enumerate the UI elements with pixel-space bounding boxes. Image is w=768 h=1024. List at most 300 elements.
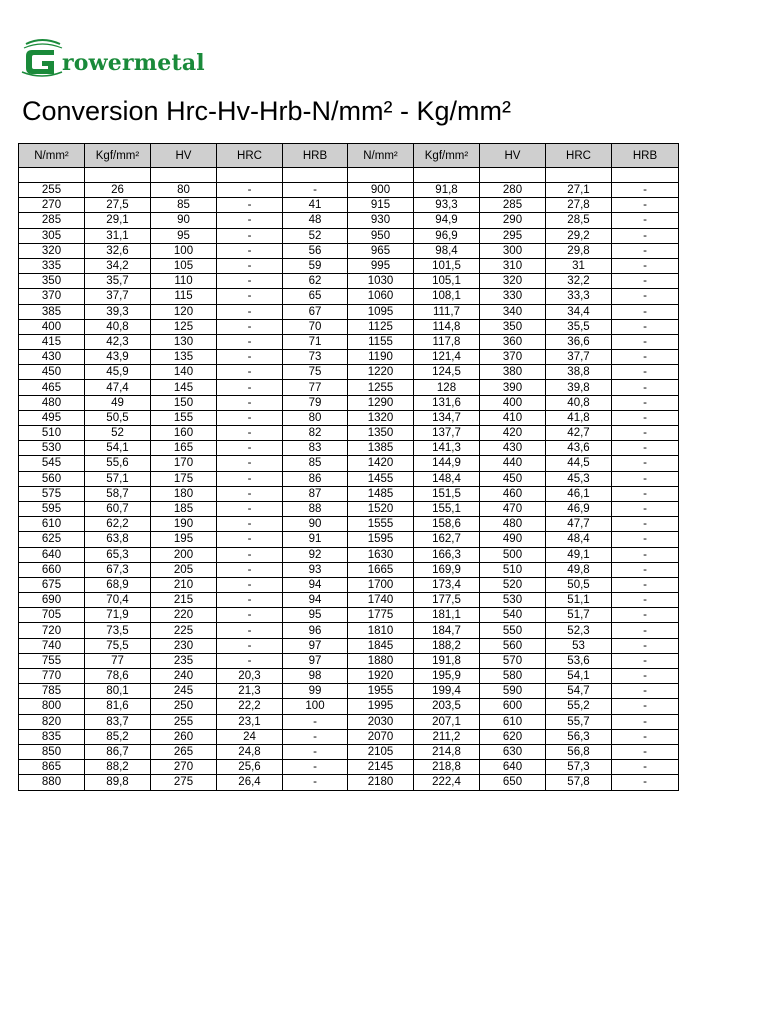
table-cell: 1290 [348,395,414,410]
table-cell: 1665 [348,562,414,577]
table-cell: 97 [283,638,348,653]
table-cell: 915 [348,198,414,213]
table-cell: - [612,243,679,258]
table-cell: 820 [19,714,85,729]
table-cell: 151,5 [414,486,480,501]
table-row [19,486,679,501]
column-header: HV [480,144,546,168]
table-cell: 37,7 [546,350,612,365]
table-cell: 270 [151,760,217,775]
table-cell: 39,3 [85,304,151,319]
table-cell: 55,6 [85,456,151,471]
table-cell: 57,3 [546,760,612,775]
table-cell: 1700 [348,577,414,592]
table-cell: 70 [283,319,348,334]
table-cell: 2145 [348,760,414,775]
table-cell: 199,4 [414,684,480,699]
table-cell: 335 [19,258,85,273]
table-cell: - [217,274,283,289]
table-cell: 41 [283,198,348,213]
table-cell: 260 [151,729,217,744]
table-cell: 595 [19,501,85,516]
table-cell: 2105 [348,744,414,759]
table-cell: - [217,365,283,380]
table-cell: 660 [19,562,85,577]
table-cell: 495 [19,410,85,425]
table-cell: 50,5 [85,410,151,425]
table-cell: 28,5 [546,213,612,228]
table-cell: - [217,623,283,638]
table-cell: 50,5 [546,577,612,592]
table-cell: 173,4 [414,577,480,592]
table-cell: 600 [480,699,546,714]
table-row [19,274,679,289]
table-cell: 218,8 [414,760,480,775]
table-cell: - [217,471,283,486]
table-cell: 89,8 [85,775,151,790]
table-cell: 125 [151,319,217,334]
table-cell: 148,4 [414,471,480,486]
table-cell: - [612,228,679,243]
table-cell: 690 [19,593,85,608]
table-cell: 94 [283,593,348,608]
table-cell: 755 [19,653,85,668]
table-cell: 1845 [348,638,414,653]
table-cell: 190 [151,517,217,532]
table-cell: 27,5 [85,198,151,213]
table-cell: 800 [19,699,85,714]
logo-g-icon [20,36,64,80]
table-cell: 1740 [348,593,414,608]
table-cell: 98 [283,669,348,684]
table-cell: 1125 [348,319,414,334]
table-cell: 39,8 [546,380,612,395]
table-cell: 82 [283,426,348,441]
table-cell: - [612,258,679,273]
table-cell: 580 [480,669,546,684]
table-cell: 54,1 [85,441,151,456]
table-cell: 1220 [348,365,414,380]
table-cell: - [283,183,348,198]
table-cell: 105,1 [414,274,480,289]
table-cell: 100 [283,699,348,714]
table-cell: 108,1 [414,289,480,304]
table-cell: 67,3 [85,562,151,577]
table-cell: - [612,593,679,608]
table-cell: 1555 [348,517,414,532]
table-cell: 305 [19,228,85,243]
table-cell: - [217,319,283,334]
table-row [19,426,679,441]
table-cell: 40,8 [85,319,151,334]
table-cell: - [217,243,283,258]
table-cell: 73 [283,350,348,365]
table-cell: 80 [283,410,348,425]
table-cell: 86 [283,471,348,486]
table-cell: - [217,608,283,623]
table-cell: 49,8 [546,562,612,577]
table-cell: 400 [480,395,546,410]
table-cell: 185 [151,501,217,516]
table-cell: 235 [151,653,217,668]
table-row [19,547,679,562]
table-cell: 44,5 [546,456,612,471]
table-cell: 1810 [348,623,414,638]
table-cell: 75,5 [85,638,151,653]
table-cell: 45,3 [546,471,612,486]
table-cell: 169,9 [414,562,480,577]
table-cell: - [217,593,283,608]
table-cell: 63,8 [85,532,151,547]
table-cell: 51,1 [546,593,612,608]
table-row [19,501,679,516]
table-cell: 835 [19,729,85,744]
table-cell: 77 [283,380,348,395]
table-cell: 630 [480,744,546,759]
table-cell: 121,4 [414,350,480,365]
page-title: Conversion Hrc-Hv-Hrb-N/mm² - Kg/mm² [22,96,512,126]
table-cell: 560 [19,471,85,486]
table-cell: - [217,501,283,516]
table-row [19,562,679,577]
table-cell: 220 [151,608,217,623]
table-cell: 68,9 [85,577,151,592]
table-cell: 25,6 [217,760,283,775]
table-cell: 995 [348,258,414,273]
table-cell: 530 [480,593,546,608]
table-row [19,744,679,759]
table-cell: 88,2 [85,760,151,775]
table-cell: 1155 [348,334,414,349]
table-cell: 640 [480,760,546,775]
table-cell: - [612,714,679,729]
table-cell: 1485 [348,486,414,501]
table-cell: 83,7 [85,714,151,729]
table-cell: 90 [283,517,348,532]
table-cell: 625 [19,532,85,547]
table-cell: 460 [480,486,546,501]
table-row [19,380,679,395]
table-cell: 46,9 [546,501,612,516]
table-cell: 105 [151,258,217,273]
table-cell: - [612,426,679,441]
table-cell: 590 [480,684,546,699]
table-row [19,577,679,592]
table-cell: - [283,744,348,759]
table-cell: 170 [151,456,217,471]
table-cell: 24 [217,729,283,744]
table-cell: 115 [151,289,217,304]
table-cell: 470 [480,501,546,516]
table-cell: - [217,486,283,501]
table-cell: 510 [19,426,85,441]
table-row [19,653,679,668]
table-cell: 195 [151,532,217,547]
table-cell: 195,9 [414,669,480,684]
table-cell: 465 [19,380,85,395]
table-cell: 90 [151,213,217,228]
table-cell: 58,7 [85,486,151,501]
table-cell: 77 [85,653,151,668]
column-header: HRC [217,144,283,168]
table-cell: 880 [19,775,85,790]
column-header: HRB [283,144,348,168]
table-cell: - [217,213,283,228]
table-row [19,669,679,684]
table-cell: - [217,410,283,425]
table-cell: 360 [480,334,546,349]
table-cell: 215 [151,593,217,608]
table-cell: - [217,517,283,532]
table-cell: - [612,744,679,759]
table-cell: 33,3 [546,289,612,304]
table-cell: 120 [151,304,217,319]
table-cell: 390 [480,380,546,395]
table-row [19,258,679,273]
table-cell: 41,8 [546,410,612,425]
table-cell: 98,4 [414,243,480,258]
table-cell: - [612,775,679,790]
table-row [19,198,679,213]
table-row [19,289,679,304]
table-cell: 225 [151,623,217,638]
table-cell: 111,7 [414,304,480,319]
table-cell: 1420 [348,456,414,471]
table-cell: 62 [283,274,348,289]
table-cell: 1520 [348,501,414,516]
table-row [19,243,679,258]
table-cell: 93,3 [414,198,480,213]
table-cell: 1995 [348,699,414,714]
table-row [19,334,679,349]
table-row [19,775,679,790]
table-cell: 83 [283,441,348,456]
table-cell: 545 [19,456,85,471]
table-cell: 26 [85,183,151,198]
table-cell: 56 [283,243,348,258]
table-row [19,638,679,653]
table-cell: 75 [283,365,348,380]
table-cell: 385 [19,304,85,319]
column-header: Kgf/mm² [414,144,480,168]
table-cell: 21,3 [217,684,283,699]
table-cell: - [217,380,283,395]
table-cell: 560 [480,638,546,653]
table-cell: 96 [283,623,348,638]
table-cell: 181,1 [414,608,480,623]
table-cell: 56,8 [546,744,612,759]
table-cell: - [217,334,283,349]
table-cell: 128 [414,380,480,395]
table-cell: 965 [348,243,414,258]
table-cell: 1385 [348,441,414,456]
table-cell: - [217,441,283,456]
table-cell: 265 [151,744,217,759]
table-cell: - [612,304,679,319]
table-cell: 230 [151,638,217,653]
table-cell: 34,2 [85,258,151,273]
table-cell: 350 [19,274,85,289]
table-cell: 480 [19,395,85,410]
table-cell: 1630 [348,547,414,562]
table-cell: 42,7 [546,426,612,441]
table-cell: 160 [151,426,217,441]
table-cell: 610 [480,714,546,729]
table-cell: 350 [480,319,546,334]
table-cell: 38,8 [546,365,612,380]
table-cell: 131,6 [414,395,480,410]
table-cell: 47,4 [85,380,151,395]
table-cell: - [612,213,679,228]
table-row [19,304,679,319]
table-cell: - [283,760,348,775]
table-cell: 94,9 [414,213,480,228]
table-cell: 55,7 [546,714,612,729]
table-cell: 110 [151,274,217,289]
table-cell: 56,3 [546,729,612,744]
table-cell: 1880 [348,653,414,668]
table-cell: - [612,760,679,775]
table-cell: 320 [19,243,85,258]
table-cell: - [612,684,679,699]
table-cell: - [612,501,679,516]
table-cell: 184,7 [414,623,480,638]
table-cell: 130 [151,334,217,349]
table-cell: 1350 [348,426,414,441]
table-cell: 99 [283,684,348,699]
table-cell: 415 [19,334,85,349]
table-cell: - [612,456,679,471]
table-cell: 78,6 [85,669,151,684]
table-cell: 35,5 [546,319,612,334]
table-row [19,456,679,471]
logo-wordmark: rowermetal [62,50,205,76]
table-cell: 200 [151,547,217,562]
table-cell: 205 [151,562,217,577]
table-cell: - [217,456,283,471]
table-cell: 49 [85,395,151,410]
table-cell: 59 [283,258,348,273]
table-row [19,593,679,608]
table-cell: 43,9 [85,350,151,365]
table-cell: 865 [19,760,85,775]
table-cell: 92 [283,547,348,562]
table-cell: 54,1 [546,669,612,684]
table-cell: 48,4 [546,532,612,547]
table-cell: 450 [19,365,85,380]
table-cell: 255 [151,714,217,729]
column-header: N/mm² [19,144,85,168]
table-cell: 165 [151,441,217,456]
table-cell: 275 [151,775,217,790]
table-cell: 1255 [348,380,414,395]
table-cell: 530 [19,441,85,456]
table-cell: 490 [480,532,546,547]
table-body [19,168,679,791]
table-cell: 520 [480,577,546,592]
table-cell: 210 [151,577,217,592]
table-cell: 430 [480,441,546,456]
table-cell: - [612,289,679,304]
column-header: Kgf/mm² [85,144,151,168]
table-cell: 29,8 [546,243,612,258]
table-cell: 140 [151,365,217,380]
table-cell: 1095 [348,304,414,319]
table-cell: - [612,319,679,334]
table-cell: 62,2 [85,517,151,532]
table-cell: 540 [480,608,546,623]
table-cell: 52,3 [546,623,612,638]
table-cell: 51,7 [546,608,612,623]
table-cell: 166,3 [414,547,480,562]
table-row [19,319,679,334]
table-cell: 1955 [348,684,414,699]
table-cell: 207,1 [414,714,480,729]
table-row [19,608,679,623]
table-cell: 785 [19,684,85,699]
table-cell: - [217,562,283,577]
table-cell: 95 [283,608,348,623]
table-cell: 280 [480,183,546,198]
table-cell: - [217,198,283,213]
table-cell: 245 [151,684,217,699]
table-cell: 420 [480,426,546,441]
table-row [19,395,679,410]
table-cell: 900 [348,183,414,198]
table-cell: 91 [283,532,348,547]
table-cell: 97 [283,653,348,668]
table-cell: - [217,577,283,592]
column-header: N/mm² [348,144,414,168]
table-cell: - [612,365,679,380]
table-row [19,517,679,532]
table-cell: 37,7 [85,289,151,304]
table-cell: - [217,289,283,304]
table-cell: - [217,532,283,547]
table-cell: 23,1 [217,714,283,729]
table-cell: 2030 [348,714,414,729]
table-cell: 47,7 [546,517,612,532]
table-cell: - [612,486,679,501]
table-cell: 60,7 [85,501,151,516]
table-cell: 300 [480,243,546,258]
table-cell: 87 [283,486,348,501]
table-cell: 79 [283,395,348,410]
table-cell: 65,3 [85,547,151,562]
table-cell: 177,5 [414,593,480,608]
table-cell: 70,4 [85,593,151,608]
table-spacer-row [19,168,679,183]
table-cell: - [612,183,679,198]
table-cell: 510 [480,562,546,577]
table-row [19,623,679,638]
table-cell: 500 [480,547,546,562]
table-cell: 73,5 [85,623,151,638]
table-cell: 2070 [348,729,414,744]
table-cell: 114,8 [414,319,480,334]
table-row [19,532,679,547]
table-cell: - [217,395,283,410]
table-cell: - [217,183,283,198]
table-cell: 211,2 [414,729,480,744]
table-row [19,684,679,699]
column-header: HRC [546,144,612,168]
table-cell: - [217,350,283,365]
table-cell: 42,3 [85,334,151,349]
table-cell: 440 [480,456,546,471]
table-cell: 96,9 [414,228,480,243]
table-cell: 310 [480,258,546,273]
